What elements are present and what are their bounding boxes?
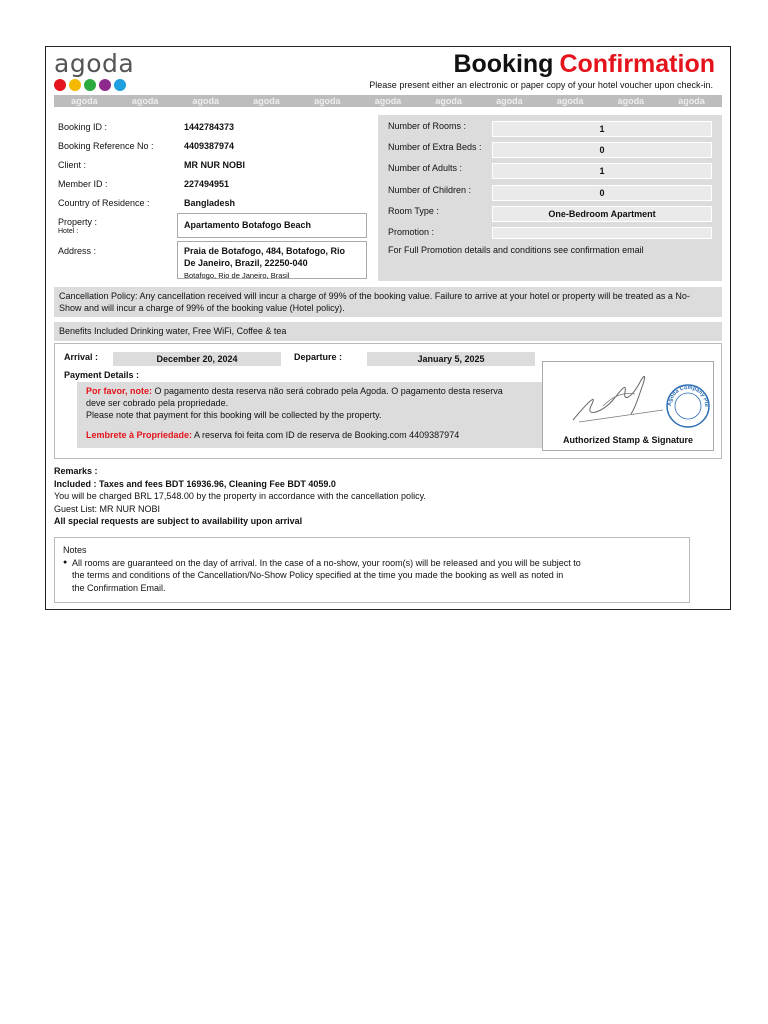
cancellation-line2: Show and will incur a charge of 99% of the booking value (Hotel policy).	[59, 303, 345, 313]
logo-text: agoda	[54, 49, 135, 78]
stamp-text: Agoda Company Pte	[666, 384, 710, 407]
notes-line2: the terms and conditions of the Cancellation/No-Show Policy specified at the time you made the booking as well as noted in	[72, 570, 564, 580]
address-small: Botafogo, Rio de Janeiro, Brasil	[184, 271, 290, 280]
voucher-instruction: Please present either an electronic or paper copy of your hotel voucher upon check-in.	[369, 80, 713, 90]
signature-stroke	[573, 376, 645, 420]
notes-line3: the Confirmation Email.	[72, 582, 166, 593]
arrival-value: December 20, 2024	[113, 352, 281, 366]
member-id-label: Member ID :	[58, 179, 108, 189]
room-type-label: Room Type :	[388, 206, 439, 216]
remarks-section	[54, 465, 426, 528]
notes-bullet	[63, 557, 681, 595]
adults-value: 1	[492, 163, 712, 179]
note-label: Por favor, note:	[86, 386, 153, 396]
booking-id-value: 1442784373	[184, 122, 235, 132]
booking-ref-value: 4409387974	[184, 141, 235, 151]
signature-and-stamp-graphic	[543, 362, 715, 434]
notes-title: Notes	[63, 545, 87, 555]
children-label: Number of Children :	[388, 185, 472, 195]
band-item: agoda	[617, 96, 645, 106]
booking-confirmation-document	[45, 46, 731, 610]
extra-beds-label: Number of Extra Beds :	[388, 142, 482, 152]
notes-section	[54, 537, 690, 603]
payment-details-label: Payment Details :	[64, 370, 140, 380]
benefits-included: Benefits Included Drinking water, Free WiFi, Coffee & tea	[54, 322, 722, 341]
departure-label: Departure :	[294, 352, 343, 362]
logo-dot-blue	[114, 79, 126, 91]
cancellation-policy	[54, 287, 722, 317]
band-item: agoda	[374, 96, 402, 106]
note-text1: O pagamento desta reserva não será cobrado pela Agoda. O pagamento desta reserva	[154, 386, 503, 396]
page-title	[453, 50, 715, 79]
property-value: Apartamento Botafogo Beach	[177, 213, 367, 238]
title-booking: Booking	[453, 50, 554, 78]
stamp-signature-box	[542, 361, 714, 451]
country-label: Country of Residence :	[58, 198, 150, 208]
promotion-note: For Full Promotion details and conditions see confirmation email	[388, 245, 644, 255]
band-item: agoda	[556, 96, 584, 106]
promotion-value	[492, 227, 712, 239]
reminder-text: A reserva foi feita com ID de reserva de Booking.com 4409387974	[194, 430, 460, 440]
logo-dots	[54, 79, 134, 91]
agoda-watermark-band	[54, 95, 722, 107]
address-label: Address :	[58, 246, 97, 256]
address-line2: De Janeiro, Brazil, 22250-040	[184, 257, 308, 268]
note-english: Please note that payment for this booking will be collected by the property.	[86, 410, 382, 420]
rooms-label: Number of Rooms :	[388, 121, 467, 131]
logo-dot-yellow	[69, 79, 81, 91]
band-item: agoda	[253, 96, 280, 106]
note-text2: deve ser cobrado pela propriedade.	[86, 398, 229, 408]
remarks-included: Included : Taxes and fees BDT 16936.96, Cleaning Fee BDT 4059.0	[54, 478, 336, 489]
logo-dot-green	[84, 79, 96, 91]
band-item: agoda	[435, 96, 462, 106]
arrival-label: Arrival :	[64, 352, 99, 362]
remarks-title: Remarks :	[54, 466, 98, 476]
logo-dot-purple	[99, 79, 111, 91]
children-value: 0	[492, 185, 712, 201]
address-line1: Praia de Botafogo, 484, Botafogo, Rio	[184, 246, 346, 256]
member-id-value: 227494951	[184, 179, 230, 189]
hotel-label: Hotel :	[58, 228, 79, 235]
property-label: Property :	[58, 217, 98, 227]
remarks-guest-list: Guest List: MR NUR NOBI	[54, 503, 161, 514]
adults-label: Number of Adults :	[388, 163, 463, 173]
band-item: agoda	[496, 96, 523, 106]
client-label: Client :	[58, 160, 87, 170]
title-confirmation: Confirmation	[559, 50, 715, 78]
band-item: agoda	[192, 96, 220, 106]
notes-line1: All rooms are guaranteed on the day of arrival. In the case of a no-show, your room(s) will be released and you will be subject to	[72, 557, 581, 568]
band-item: agoda	[71, 96, 98, 106]
agoda-logo	[54, 51, 134, 91]
country-value: Bangladesh	[184, 198, 236, 208]
client-value: MR NUR NOBI	[184, 160, 245, 170]
rooms-value: 1	[492, 121, 712, 137]
extra-beds-value: 0	[492, 142, 712, 158]
payment-info-box	[77, 382, 542, 448]
booking-ref-label: Booking Reference No :	[58, 141, 154, 151]
band-item: agoda	[313, 96, 341, 106]
band-item: agoda	[678, 96, 705, 106]
remarks-special-requests: All special requests are subject to availability upon arrival	[54, 516, 303, 526]
reminder-label: Lembrete à Propriedade:	[86, 430, 193, 440]
signature-underline	[579, 410, 663, 422]
promotion-label: Promotion :	[388, 227, 435, 237]
band-item: agoda	[131, 96, 159, 106]
cancellation-line1: Cancellation Policy: Any cancellation received will incur a charge of 99% of the booking value. Failure to arrive at your hotel or property will be treated as a No-	[59, 291, 690, 301]
room-type-value: One-Bedroom Apartment	[492, 206, 712, 222]
stamp-caption: Authorized Stamp & Signature	[562, 435, 693, 445]
remarks-charge: You will be charged BRL 17,548.00 by the property in accordance with the cancellation policy.	[54, 491, 426, 501]
stamp-inner-ring	[675, 393, 701, 419]
address-value	[177, 241, 367, 279]
stay-payment-section	[54, 343, 722, 459]
departure-value: January 5, 2025	[367, 352, 535, 366]
booking-id-label: Booking ID :	[58, 122, 108, 132]
room-details-panel	[378, 115, 722, 281]
logo-dot-red	[54, 79, 66, 91]
